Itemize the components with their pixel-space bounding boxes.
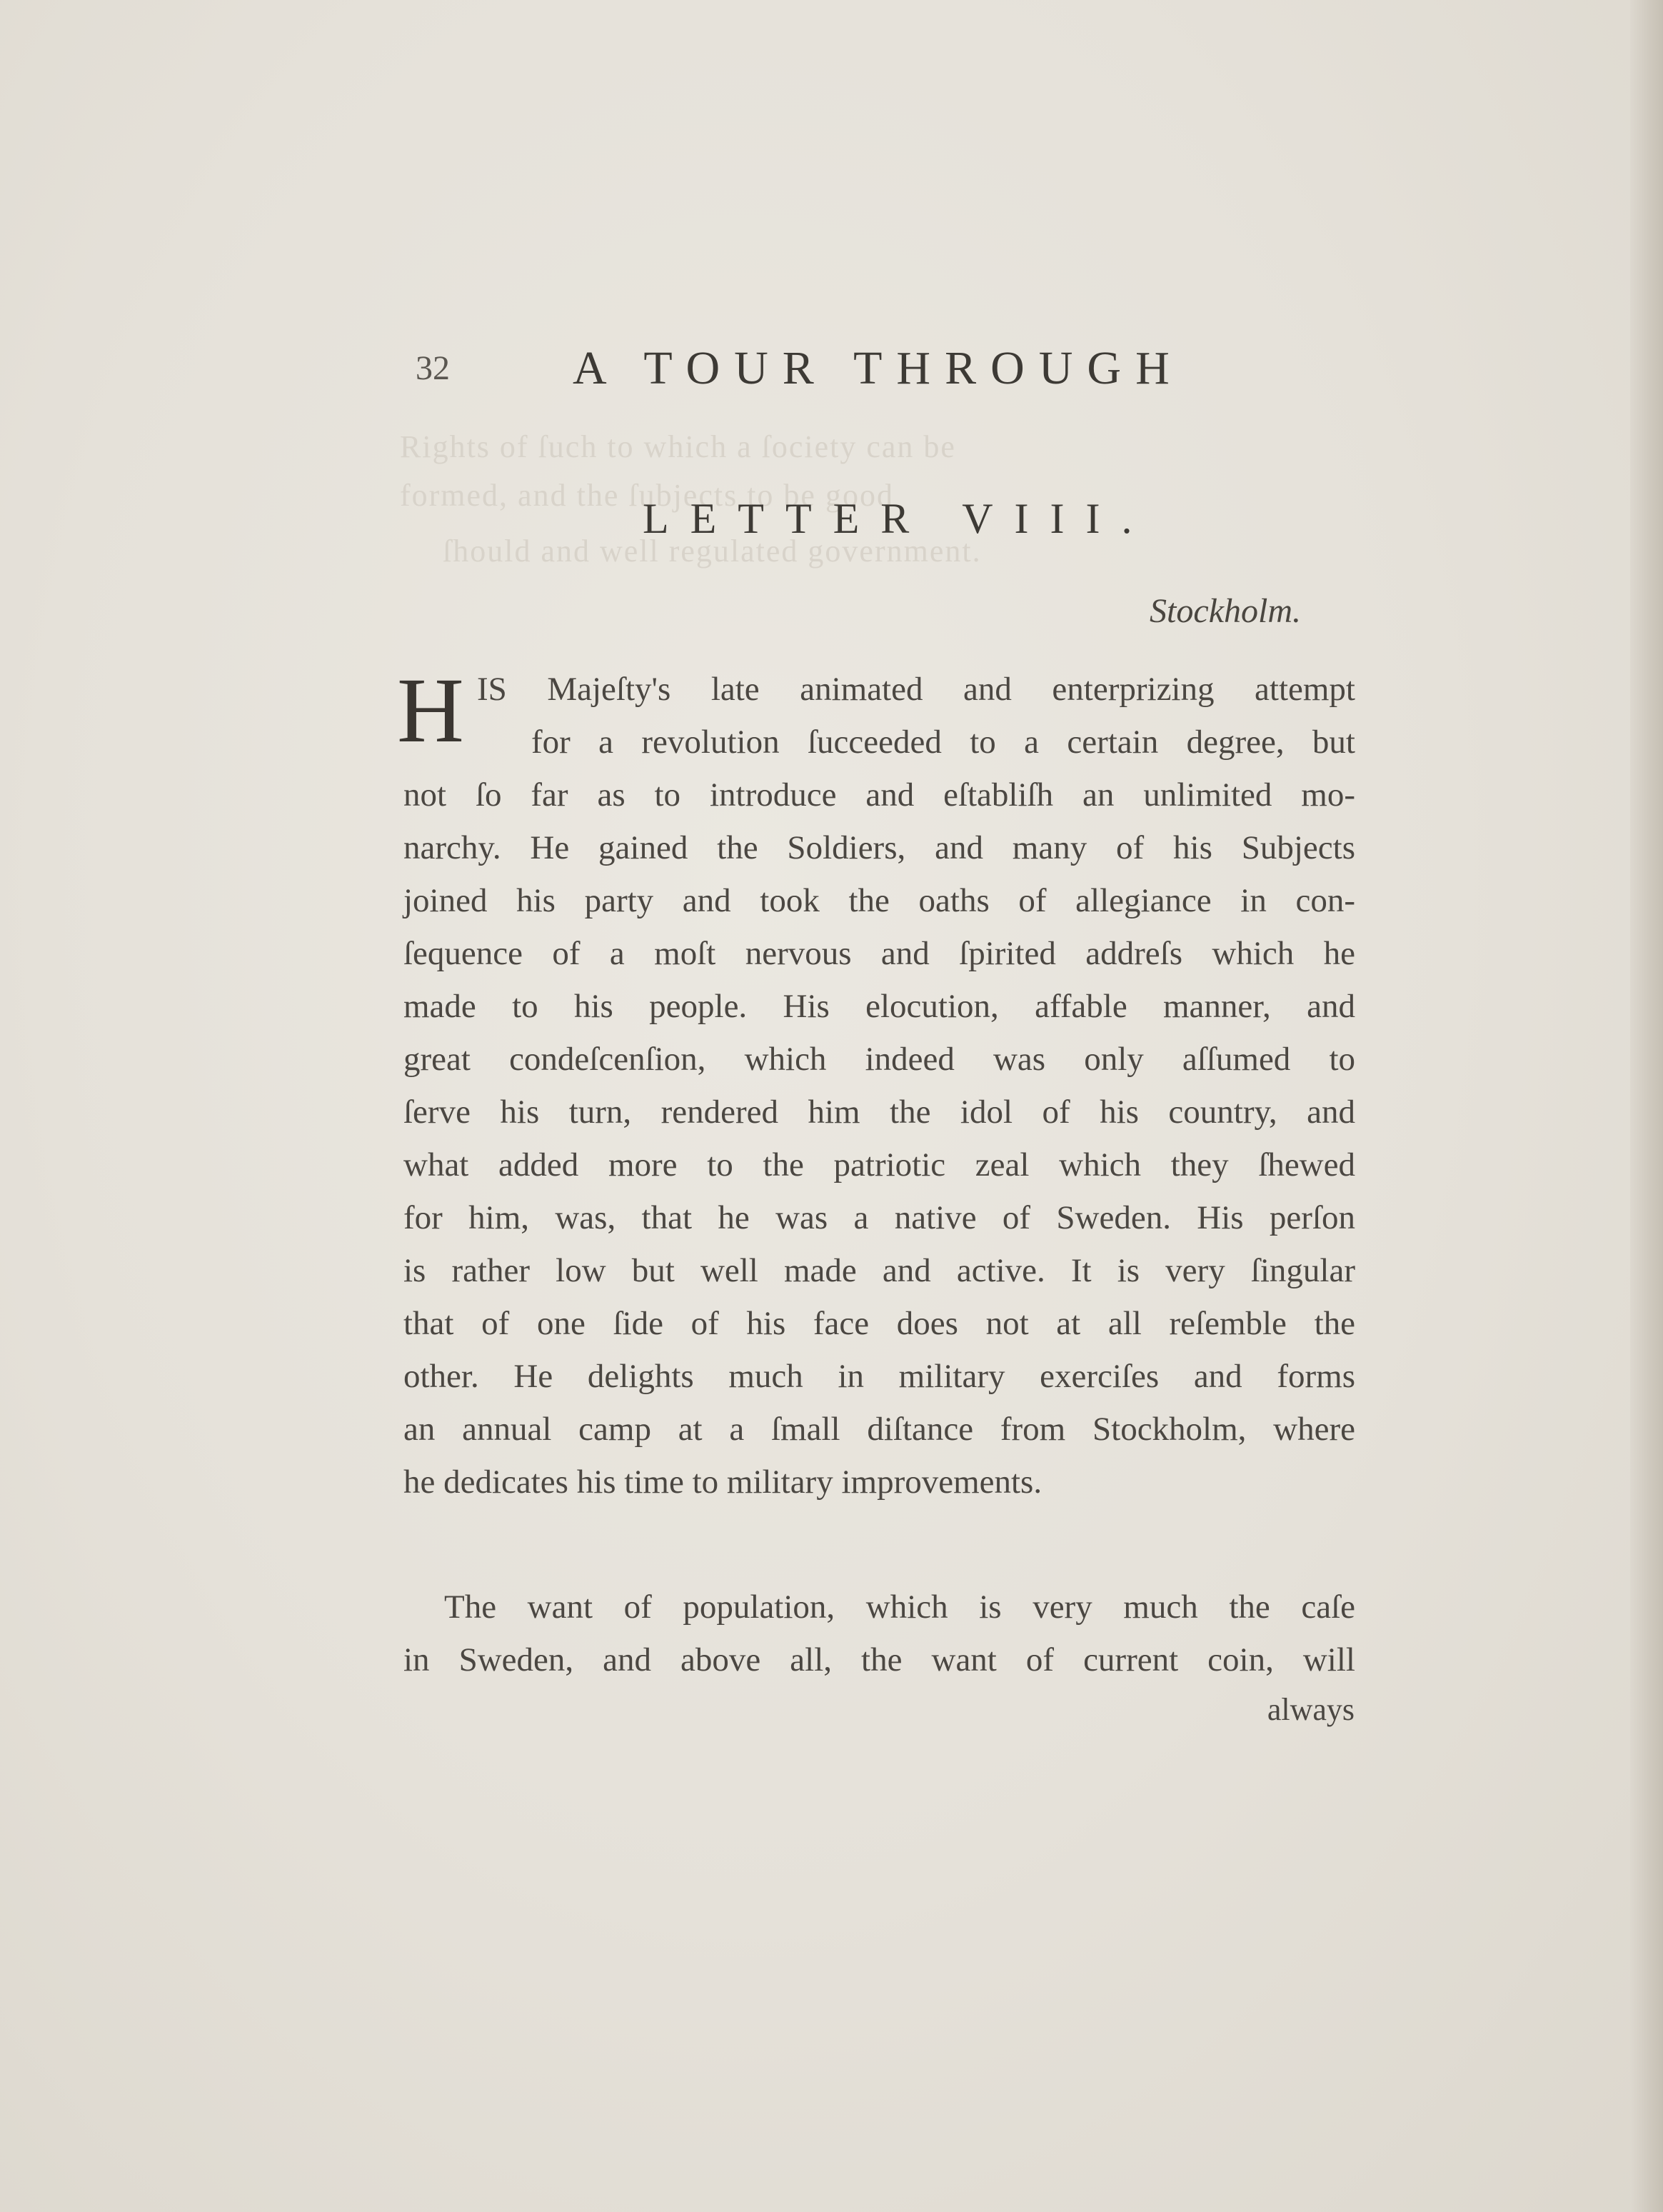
bleed-through-text: ſhould and well regulated government. xyxy=(443,534,982,569)
text-line: great condeſcenſion, which indeed was only aſſumed to xyxy=(403,1041,1355,1078)
letter-place: Stockholm. xyxy=(1150,592,1301,630)
text-line: IS Majeſty's late animated and enterprizing attempt xyxy=(477,671,1355,708)
text-line: joined his party and took the oaths of allegiance in con- xyxy=(403,882,1355,919)
running-header xyxy=(400,336,1257,400)
bleed-through-text: formed, and the ſubjects to be good xyxy=(400,478,894,513)
text-line: that of one ſide of his face does not at all reſemble the xyxy=(403,1305,1355,1342)
text-line: not ſo far as to introduce and eſtabliſh an unlimited mo- xyxy=(403,776,1355,814)
text-line: other. He delights much in military exerciſes and forms xyxy=(403,1358,1355,1395)
text-line: narchy. He gained the Soldiers, and many of his Subjects xyxy=(403,829,1355,866)
text-line: he dedicates his time to military improvements. xyxy=(403,1463,1042,1501)
page-edge xyxy=(1630,0,1663,2212)
text-line: The want of population, which is very much the caſe xyxy=(444,1588,1355,1626)
text-line: an annual camp at a ſmall diſtance from Stockholm, where xyxy=(403,1411,1355,1448)
text-line: is rather low but well made and active. It is very ſingular xyxy=(403,1252,1355,1289)
text-line: ſerve his turn, rendered him the idol of his country, and xyxy=(403,1094,1355,1131)
text-line: made to his people. His elocution, affable manner, and xyxy=(403,988,1355,1025)
catch-word: always xyxy=(1267,1692,1355,1727)
bleed-through-text: Rights of ſuch to which a ſociety can be xyxy=(400,429,956,464)
letter-heading: LETTER VIII. xyxy=(643,495,1154,542)
drop-cap: H xyxy=(397,659,464,762)
text-line: what added more to the patriotic zeal which they ſhewed xyxy=(403,1146,1355,1183)
text-line: in Sweden, and above all, the want of current coin, will xyxy=(403,1641,1355,1678)
text-line: for him, was, that he was a native of Sweden. His perſon xyxy=(403,1199,1355,1236)
running-title: A TOUR THROUGH xyxy=(573,342,1184,394)
page-number: 32 xyxy=(416,349,450,387)
text-line: ſequence of a moſt nervous and ſpirited addreſs which he xyxy=(403,935,1355,972)
text-line: for a revolution ſucceeded to a certain degree, but xyxy=(531,724,1355,761)
